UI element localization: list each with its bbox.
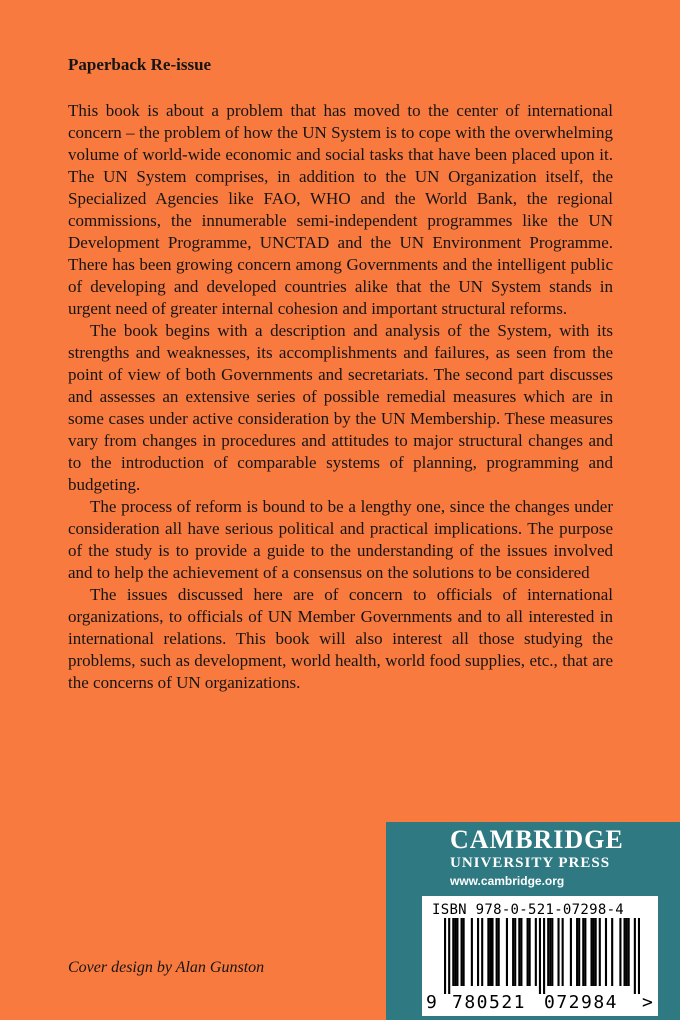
- barcode-bar: [496, 918, 498, 986]
- barcode-bar: [481, 918, 483, 986]
- barcode-bar: [448, 918, 450, 994]
- publisher-panel: [386, 822, 680, 1020]
- barcode-bar: [529, 918, 531, 986]
- barcode-bar: [557, 918, 559, 986]
- barcode-bar: [584, 918, 586, 986]
- barcode-bar: [638, 918, 640, 994]
- cover-credit: Cover design by Alan Gunston: [68, 959, 265, 976]
- publisher-subtitle: UNIVERSITY PRESS: [450, 855, 611, 871]
- barcode-bar: [518, 918, 520, 986]
- barcode-bar: [452, 918, 454, 986]
- barcode-lead-digit: 9: [426, 992, 437, 1013]
- blurb: [68, 100, 613, 694]
- barcode-box: [422, 896, 658, 1016]
- barcode-bar: [539, 918, 541, 994]
- barcode-end-mark: >: [642, 992, 653, 1013]
- barcode-bar: [562, 918, 564, 986]
- barcode-bar: [491, 918, 493, 986]
- publisher-url[interactable]: www.cambridge.org: [450, 874, 565, 888]
- barcode-bar: [489, 918, 491, 986]
- barcode-bar: [595, 918, 597, 986]
- barcode-bar: [599, 918, 601, 986]
- barcode-bar: [477, 918, 479, 986]
- barcode-icon: [444, 918, 640, 994]
- barcode-bar: [593, 918, 595, 986]
- barcode-bar: [547, 918, 549, 986]
- barcode-bar: [628, 918, 630, 986]
- barcode-bar: [578, 918, 580, 986]
- heading: Paperback Re-issue: [68, 55, 212, 74]
- barcode-bar: [498, 918, 500, 986]
- barcode-bar: [520, 918, 522, 986]
- barcode-bar: [454, 918, 456, 986]
- barcode-bar: [551, 918, 553, 986]
- barcode-bar: [514, 918, 516, 986]
- blurb-paragraph-2: The book begins with a description and analysis of the System, with its strengths and weaknesses, its accomplishments and failures, as seen from the point of view of both Governments and secretariats. The second part discusses and assesses an extensive series of possible remedial measures which are in some cases under active consideration by the UN Membership. These measures vary from changes in procedures and attitudes to major structural changes and to the introduction of comparable systems of planning, programming and budgeting.: [68, 321, 613, 494]
- barcode-bar: [506, 918, 508, 986]
- barcode-bar: [543, 918, 545, 994]
- barcode-bar: [611, 918, 613, 986]
- barcode-bar: [570, 918, 572, 986]
- barcode-bar: [512, 918, 514, 986]
- barcode-bar: [623, 918, 625, 986]
- isbn-label: ISBN 978-0-521-07298-4: [432, 902, 625, 918]
- barcode-bar: [634, 918, 636, 994]
- blurb-paragraph-3: The process of reform is bound to be a lengthy one, since the changes under consideration all have serious political and practical implications. The purpose of the study is to provide a guide to the understanding of the issues involved and to help the achievement of a consensus on the solutions to be considered: [68, 497, 613, 582]
- barcode-bar: [590, 918, 592, 986]
- barcode-bar: [463, 918, 465, 986]
- barcode-bar: [471, 918, 473, 986]
- barcode-bar: [444, 918, 446, 994]
- barcode-bar: [549, 918, 551, 986]
- blurb-paragraph-4: The issues discussed here are of concern to officials of international organizations, to officials of UN Member Governments and to all interested in international relations. This book will also interest all those studying the problems, such as development, world health, world food supplies, etc., that are the concerns of UN organizations.: [68, 585, 613, 692]
- publisher-name: CAMBRIDGE: [450, 825, 624, 854]
- barcode-bar: [535, 918, 537, 986]
- barcode-bar: [487, 918, 489, 986]
- blurb-paragraph-1: This book is about a problem that has moved to the center of international concern – the problem of how the UN System is to cope with the overwhelming volume of world-wide economic and social tasks that have been placed upon it. The UN System comprises, in addition to the UN Organization itself, the Specialized Agencies like FAO, WHO and the World Bank, the regional commissions, the innumerable semi-independent programmes like the UN Development Programme, UNCTAD and the UN Environment Programme. There has been growing concern among Governments and the intelligent public of developing and developed countries alike that the UN System stands in urgent need of greater internal cohesion and important structural reforms.: [68, 101, 613, 318]
- barcode-bar: [576, 918, 578, 986]
- barcode-bar: [626, 918, 628, 986]
- barcode-bar: [582, 918, 584, 986]
- barcode-bar: [605, 918, 607, 986]
- barcode-bar: [619, 918, 621, 986]
- barcode-bar: [461, 918, 463, 986]
- barcode-group-1: 780521: [452, 992, 527, 1013]
- barcode-bar: [456, 918, 458, 986]
- barcode-bar: [527, 918, 529, 986]
- barcode-group-2: 072984: [544, 992, 619, 1013]
